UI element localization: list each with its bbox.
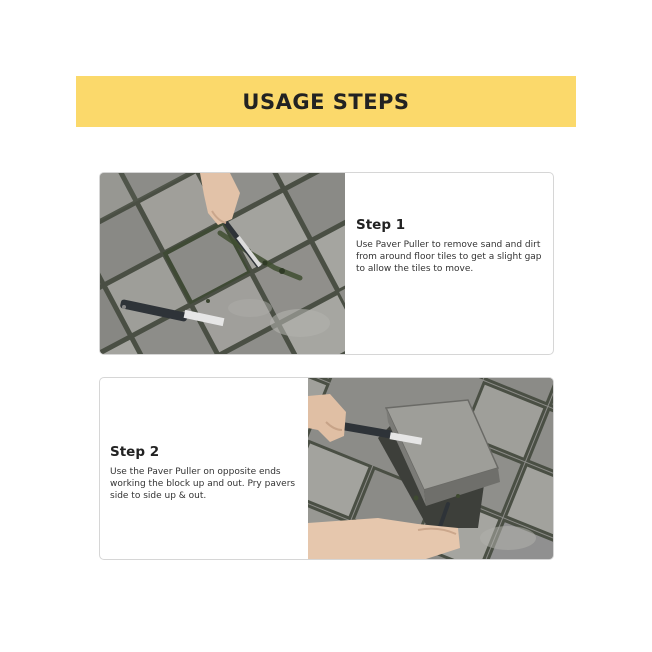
step-2-text (110, 444, 302, 502)
paver-prying-illustration (308, 378, 553, 559)
step-1-title: Step 1 (356, 217, 406, 233)
step-1-description: Use Paver Puller to remove sand and dirt from around floor tiles to get a slight gap to allow the tiles to move. (356, 240, 542, 274)
step-2-description: Use the Paver Puller on opposite ends working the block up and out. Pry pavers side to side up & out. (110, 467, 296, 501)
banner-title: USAGE STEPS (242, 89, 410, 114)
step-1-text (356, 217, 548, 275)
step-1-card (99, 172, 554, 355)
step-2-photo (308, 378, 553, 559)
usage-steps-banner (76, 76, 576, 127)
step-2-title: Step 2 (110, 444, 160, 460)
step-1-photo (100, 173, 345, 354)
paver-scraping-illustration (100, 173, 345, 354)
step-2-card (99, 377, 554, 560)
